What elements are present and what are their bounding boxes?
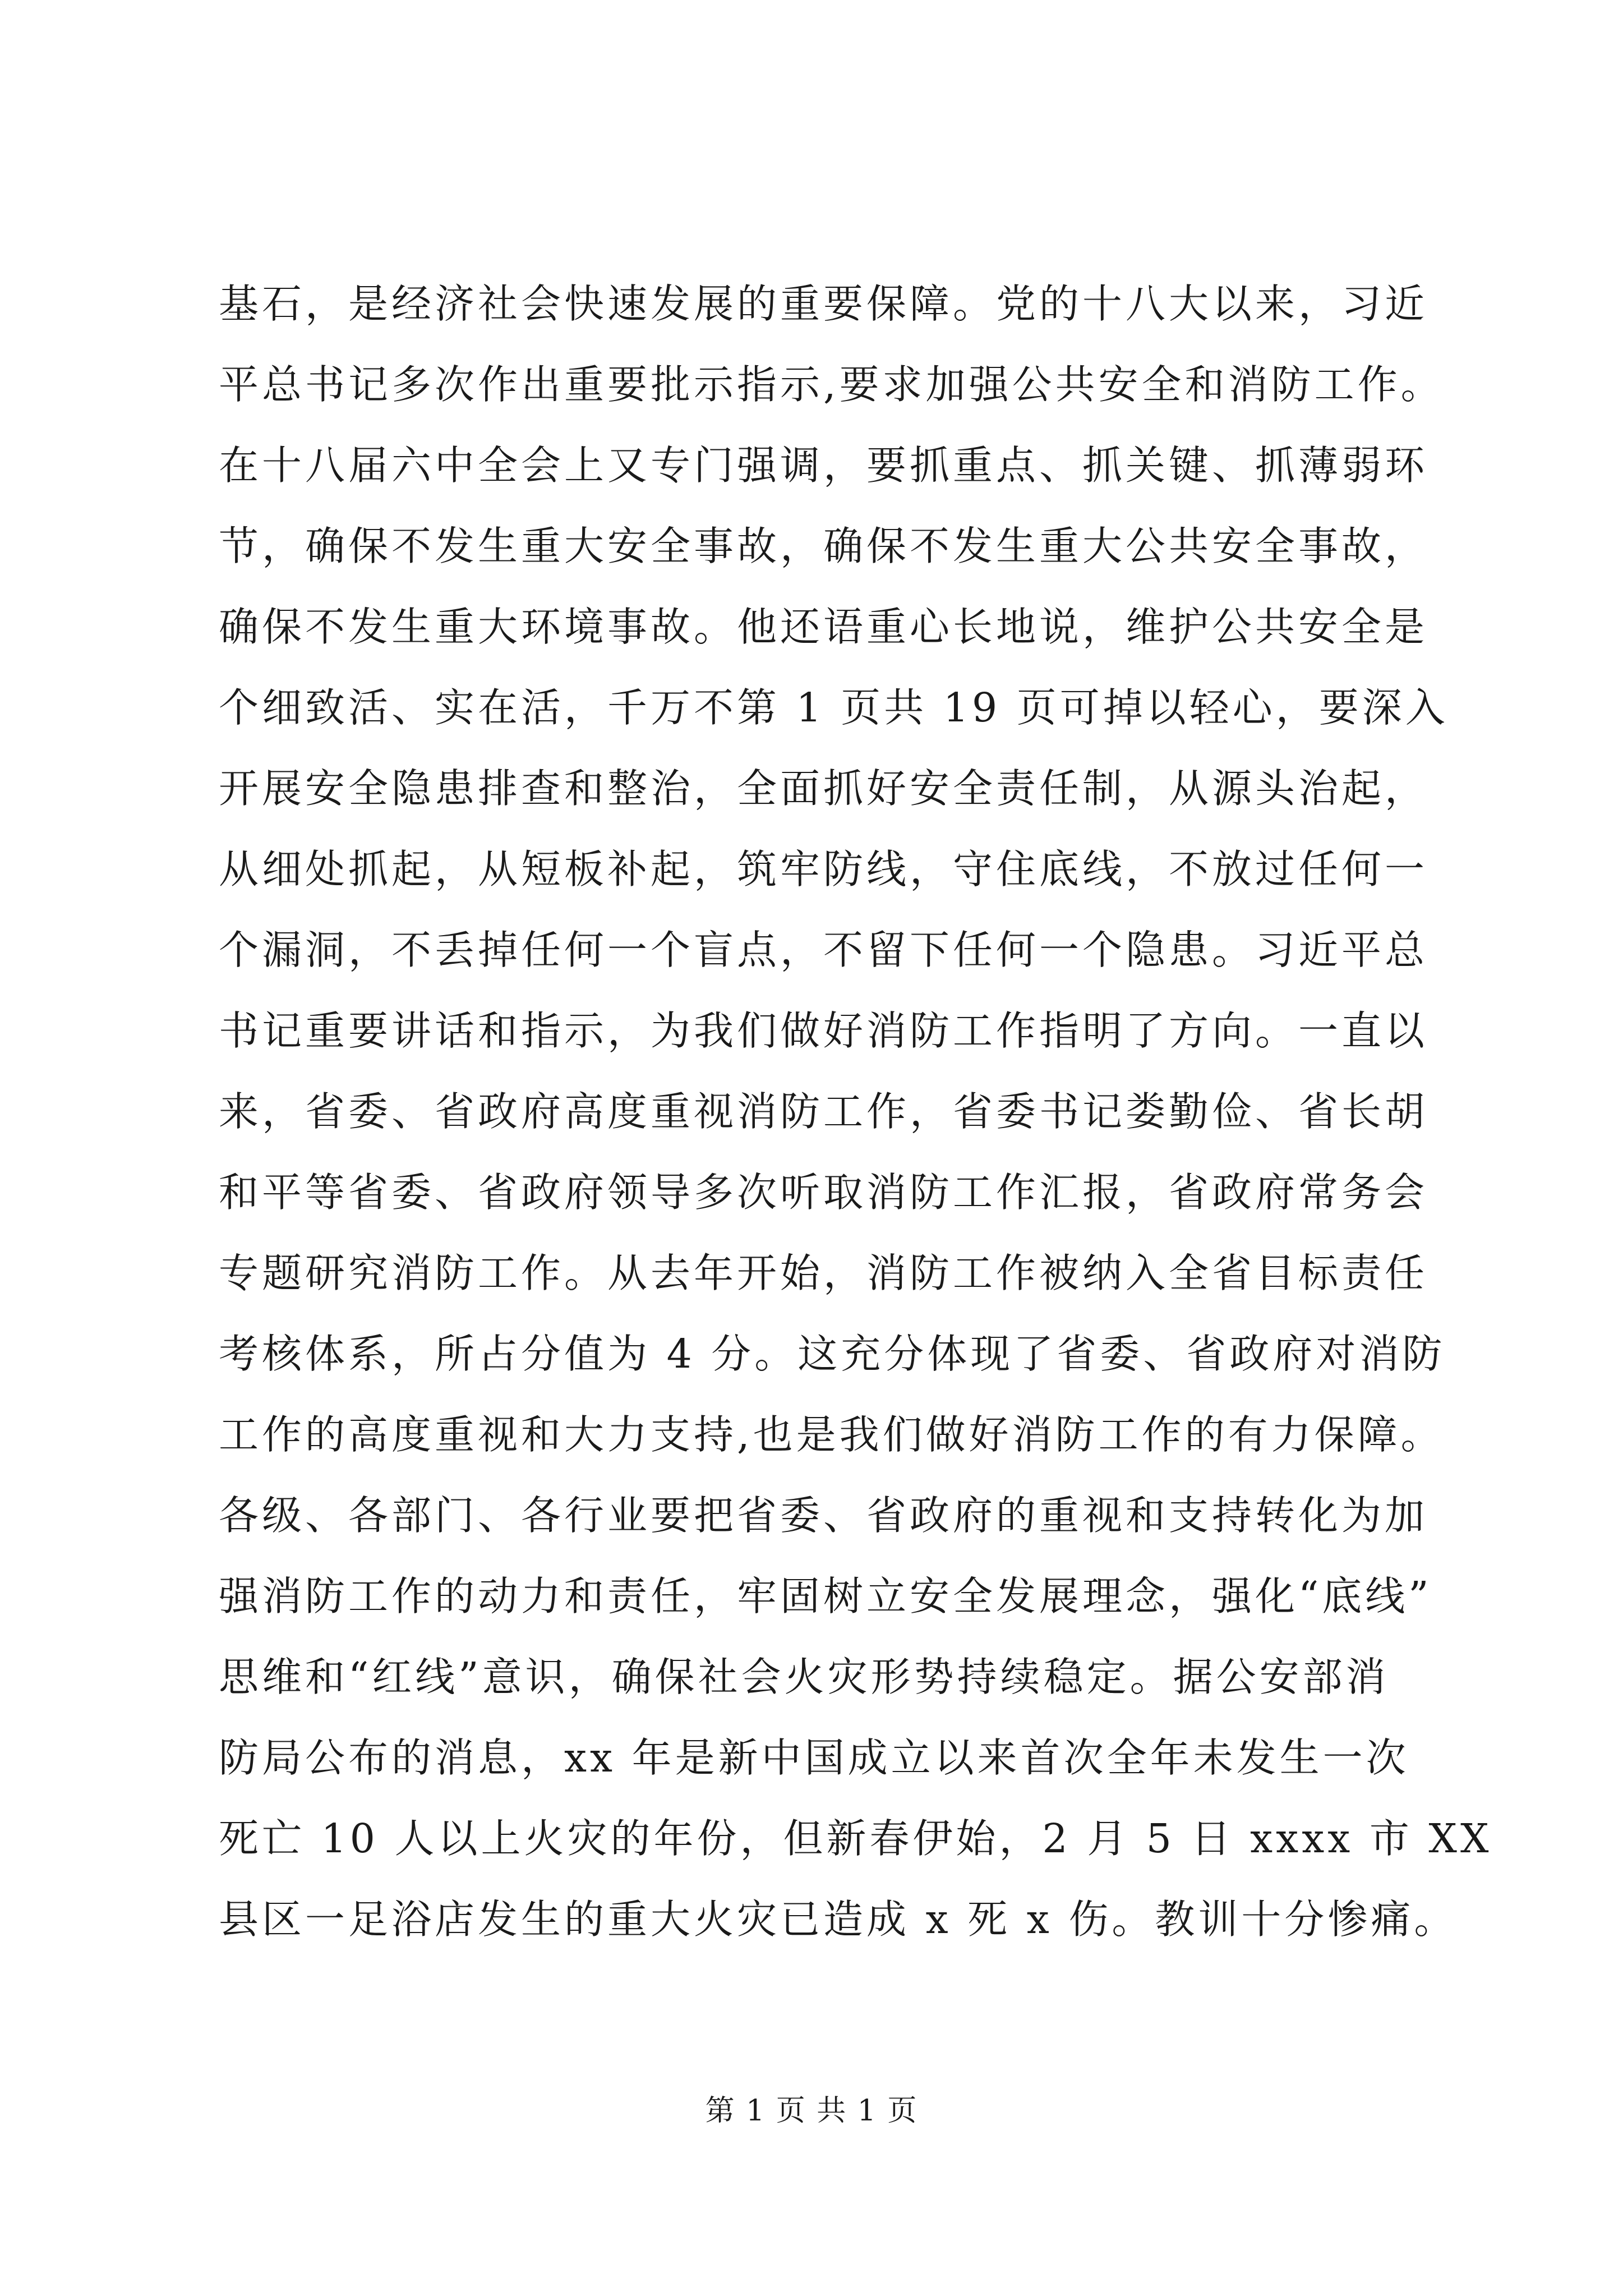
- text-line: 思维和“红线”意识，确保社会火灾形势持续稳定。据公安部消: [219, 1654, 1389, 1700]
- text-line: 在十八届六中全会上又专门强调，要抓重点、抓关键、抓薄弱环: [219, 442, 1428, 489]
- text-line: 确保不发生重大环境事故。他还语重心长地说，维护公共安全是: [219, 604, 1428, 650]
- text-line: 从细处抓起，从短板补起，筑牢防线，守住底线，不放过任何一: [219, 846, 1428, 892]
- text-line: 节，确保不发生重大安全事故，确保不发生重大公共安全事故，: [219, 523, 1428, 569]
- text-line: 专题研究消防工作。从去年开始，消防工作被纳入全省目标责任: [219, 1250, 1428, 1296]
- text-line: 个细致活、实在活，千万不第 1 页共 19 页可掉以轻心，要深入: [219, 684, 1449, 731]
- text-line: 各级、各部门、各行业要把省委、省政府的重视和支持转化为加: [219, 1492, 1428, 1539]
- text-line: 工作的高度重视和大力支持,也是我们做好消防工作的有力保障。: [219, 1411, 1444, 1458]
- text-line: 书记重要讲话和指示，为我们做好消防工作指明了方向。一直以: [219, 1007, 1428, 1054]
- text-line: 来，省委、省政府高度重视消防工作，省委书记娄勤俭、省长胡: [219, 1088, 1428, 1135]
- text-line: 开展安全隐患排查和整治，全面抓好安全责任制，从源头治起，: [219, 765, 1428, 812]
- text-line: 死亡 10 人以上火灾的年份，但新春伊始，2 月 5 日 xxxx 市 XX: [219, 1815, 1492, 1862]
- body-text: [219, 264, 1492, 1960]
- text-line: 平总书记多次作出重要批示指示,要求加强公共安全和消防工作。: [219, 361, 1444, 408]
- text-line: 防局公布的消息，xx 年是新中国成立以来首次全年未发生一次: [219, 1734, 1409, 1781]
- text-line: 个漏洞，不丢掉任何一个盲点，不留下任何一个隐患。习近平总: [219, 927, 1428, 973]
- text-line: 县区一足浴店发生的重大火灾已造成 x 死 x 伤。教训十分惨痛。: [219, 1896, 1458, 1943]
- text-line: 考核体系，所占分值为 4 分。这充分体现了省委、省政府对消防: [219, 1331, 1446, 1377]
- text-line: 基石，是经济社会快速发展的重要保障。党的十八大以来，习近: [219, 280, 1428, 327]
- page-footer: 第 1 页 共 1 页: [705, 2094, 918, 2128]
- text-line: 和平等省委、省政府领导多次听取消防工作汇报，省政府常务会: [219, 1169, 1428, 1216]
- text-line: 强消防工作的动力和责任，牢固树立安全发展理念，强化“底线”: [219, 1573, 1432, 1619]
